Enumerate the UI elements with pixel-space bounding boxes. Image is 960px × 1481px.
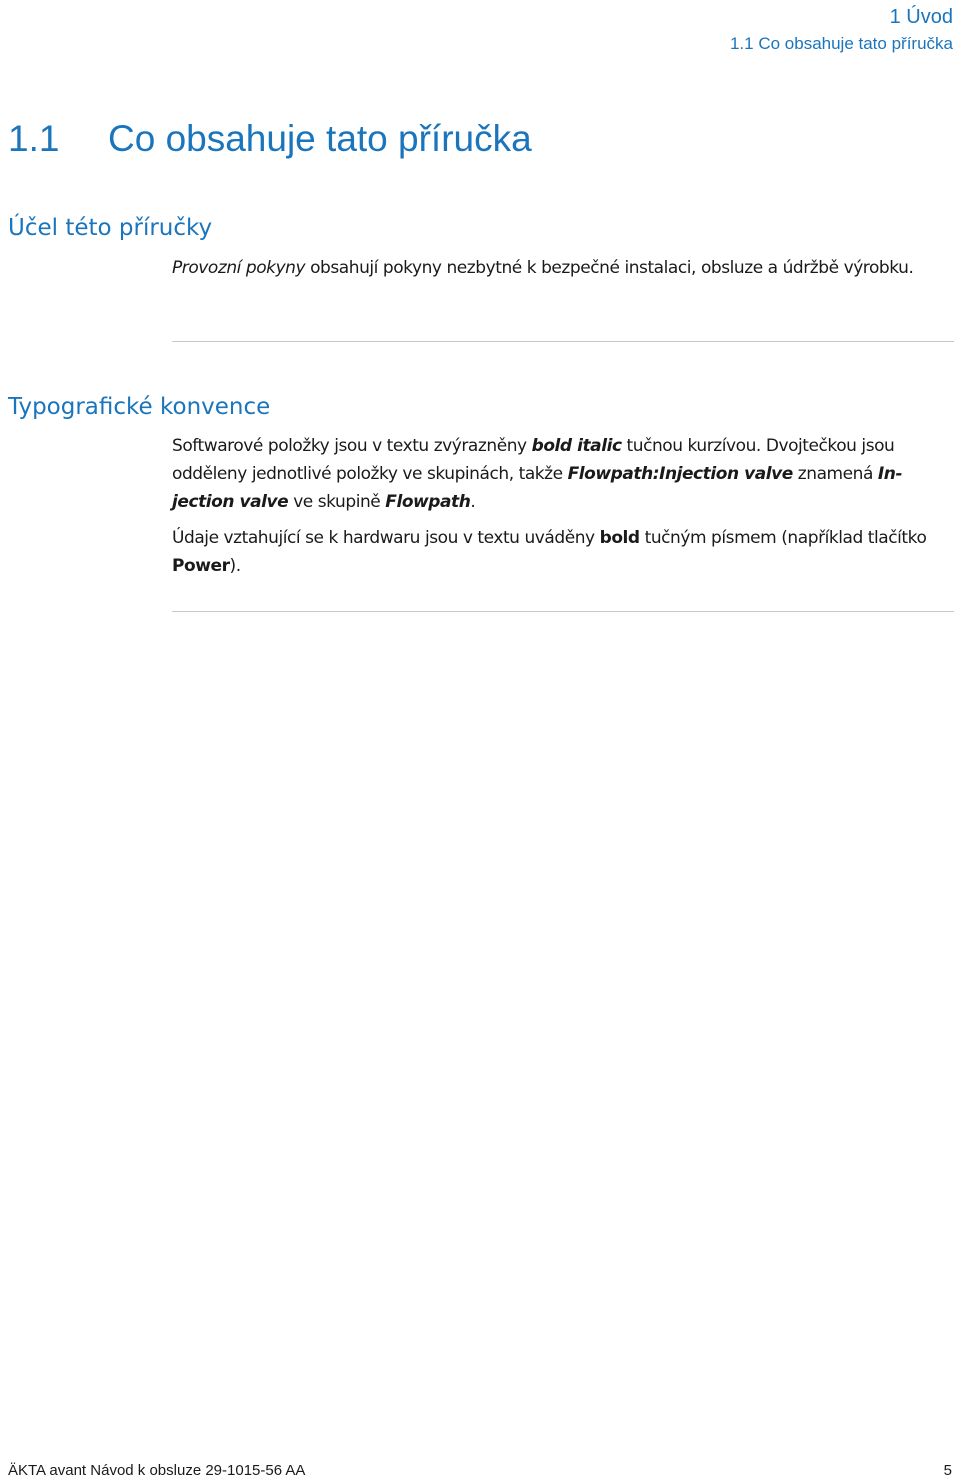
running-header [730,4,953,56]
text-run: . [470,492,476,512]
header-section: 1.1 Co obsahuje tato příručka [729,34,953,53]
hardware-item-power: Power [172,556,230,576]
bold-italic-example: bold italic [531,436,622,456]
text-run: tučnou kurzívou. Dvojtečkou jsou odděleny jednotlivé položky ve skupinách, takže [172,436,895,484]
purpose-text: obsahují pokyny nezbytné k bezpečné instalaci, obsluze a údržbě výrobku. [305,258,914,278]
text-run: Údaje vztahující se k hardwaru jsou v textu uváděny [172,528,600,548]
section-number: 1.1 [8,118,60,159]
text-run: znamená [792,464,878,484]
text-run: ). [229,556,241,576]
text-run: tučným písmem (například tlačítko [639,528,927,548]
software-item-injection-valve: Injection valve [172,464,903,512]
divider [172,611,954,612]
typography-paragraph-2 [172,524,956,580]
section-title-text: Co obsahuje tato příručka [108,118,532,159]
typography-body [172,432,956,580]
bold-example: bold [599,528,640,548]
section-title [8,116,532,162]
text-run: Softwarové položky jsou v textu zvýrazněny [172,436,532,456]
header-chapter: 1 Úvod [889,6,953,28]
purpose-italic-term: Provozní pokyny [172,258,306,278]
purpose-paragraph [172,254,956,282]
typography-paragraph-1 [172,432,956,516]
page-number: 5 [943,1462,952,1479]
divider [172,341,954,342]
software-item-example: Flowpath:Injection valve [567,464,793,484]
text-run: ve skupině [288,492,386,512]
purpose-heading: Účel této příručky [8,215,213,241]
software-item-flowpath: Flowpath [385,492,471,512]
footer-document-title: ÄKTA avant Návod k obsluze 29-1015-56 AA [8,1462,306,1479]
typography-heading: Typografické konvence [8,394,271,420]
